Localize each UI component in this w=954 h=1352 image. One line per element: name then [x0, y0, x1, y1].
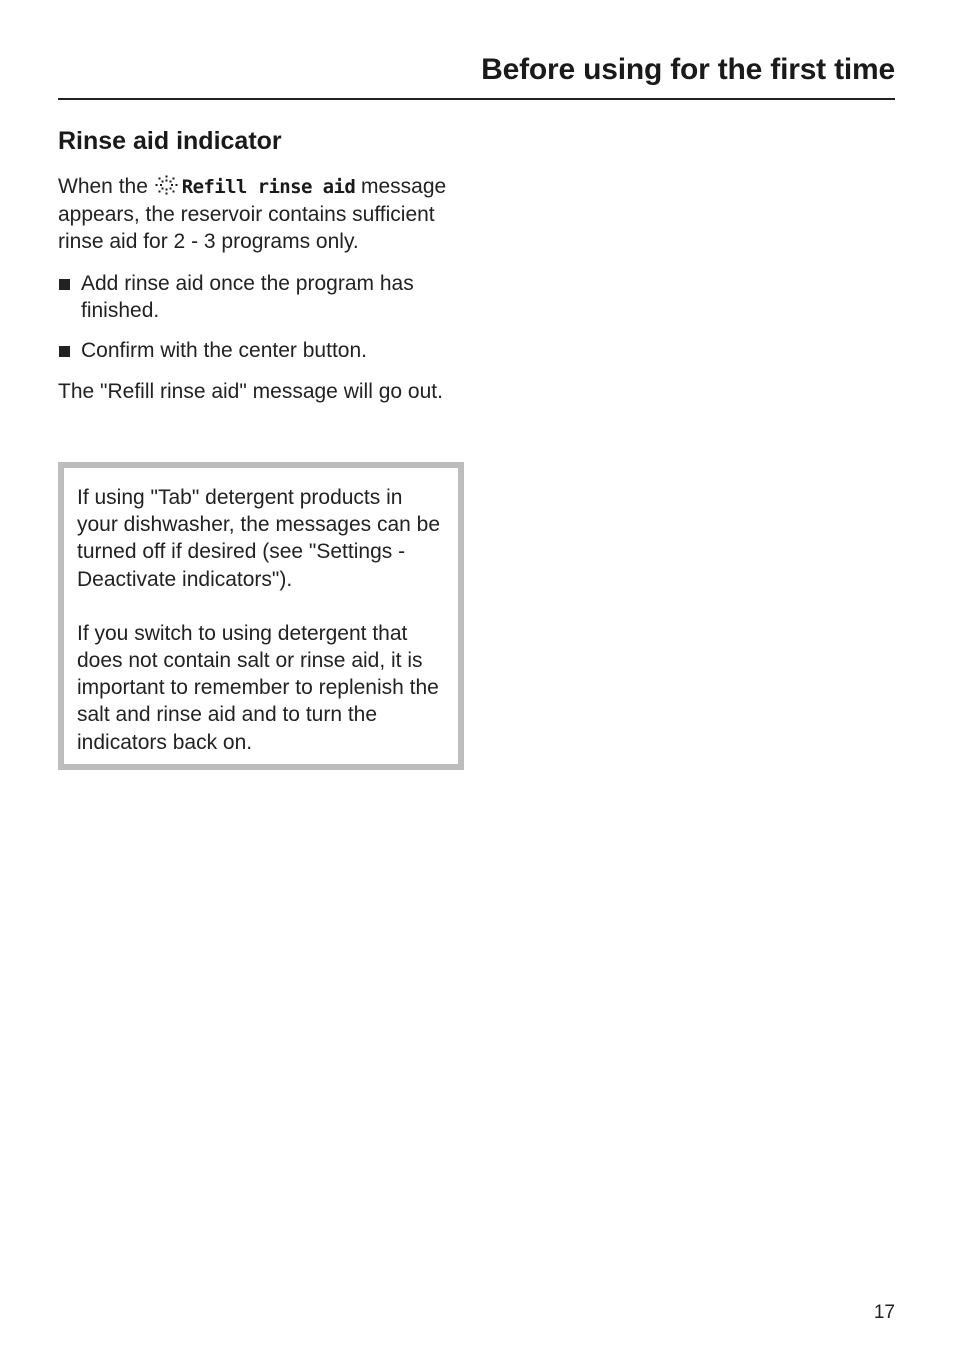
intro-text-after: message appears, the reservoir contains sufficient rinse aid for 2 - 3 programs only.: [58, 175, 447, 254]
rinse-aid-sparkle-icon: [154, 175, 180, 195]
list-item: [58, 337, 464, 364]
list-item-text: Confirm with the center button.: [81, 339, 367, 363]
note-paragraph: If you switch to using detergent that does not contain salt or rinse aid, it is important to remember to replenish the salt and rinse aid and to turn the indicators back on.: [77, 621, 439, 754]
square-bullet-icon: [59, 346, 70, 357]
main-content: [58, 124, 464, 754]
display-message: Refill rinse aid: [181, 176, 356, 198]
note-paragraph: If using "Tab" detergent products in your dishwasher, the messages can be turned off if desired (see "Settings - Deactivate indicators").: [77, 486, 441, 591]
section-title: Rinse aid indicator: [58, 127, 282, 155]
intro-paragraph: [58, 173, 464, 256]
page-header: [58, 52, 895, 100]
list-item-text: Add rinse aid once the program has finished.: [81, 271, 414, 322]
page-number: 17: [873, 1302, 895, 1323]
note-box: [58, 462, 464, 770]
page-title: Before using for the first time: [481, 53, 895, 86]
intro-text-before: When the: [58, 175, 154, 198]
list-item: [58, 270, 464, 324]
result-paragraph: The "Refill rinse aid" message will go out.: [58, 380, 443, 404]
instruction-list: [58, 270, 464, 365]
square-bullet-icon: [59, 279, 70, 290]
